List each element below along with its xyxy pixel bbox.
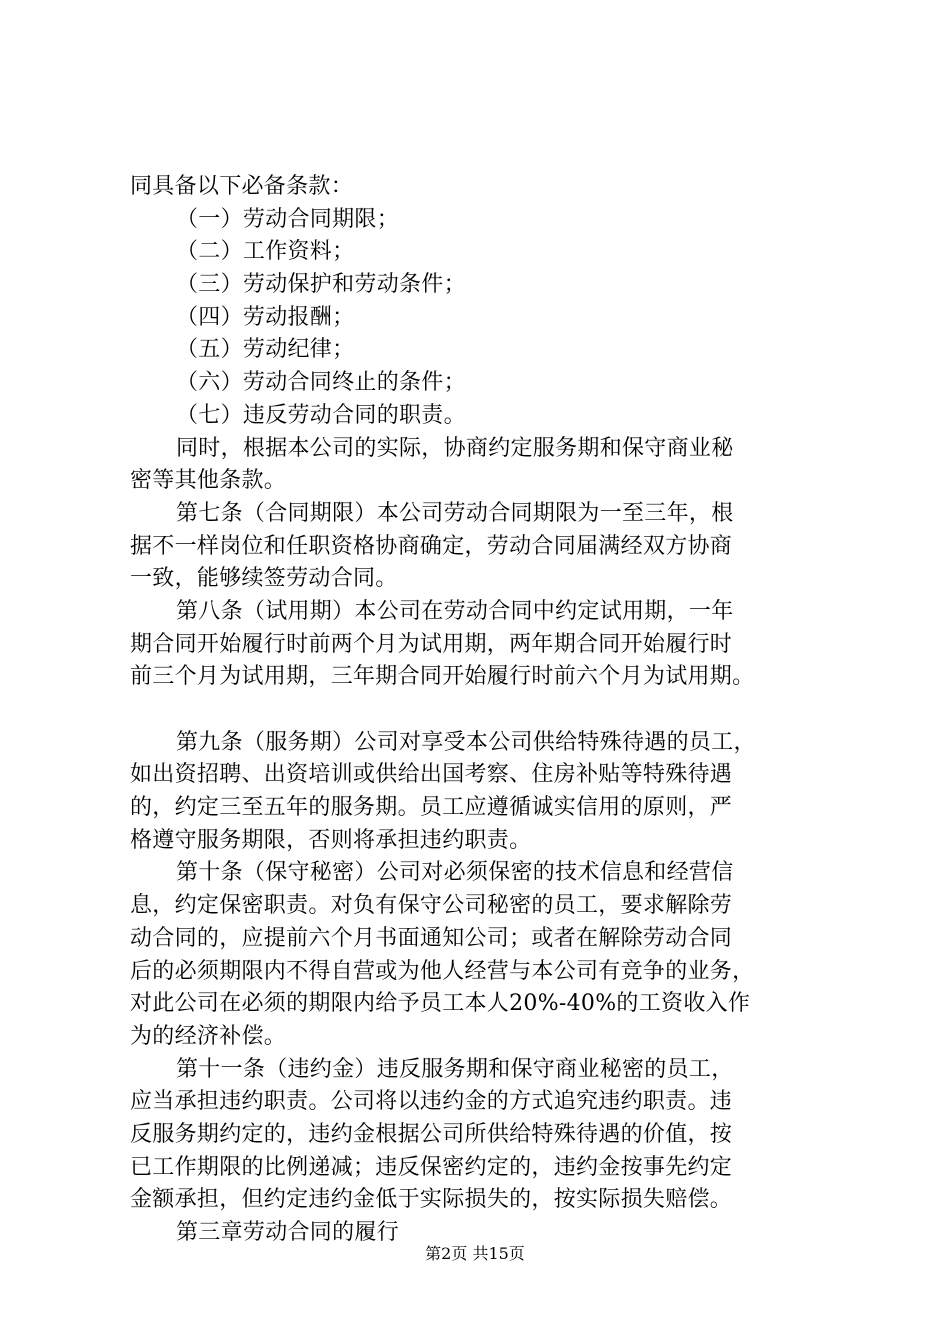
text-line: 同时，根据本公司的实际，协商约定服务期和保守商业秘 [176, 435, 734, 461]
text-line: 金额承担，但约定违约金低于实际损失的，按实际损失赔偿。 [130, 1187, 733, 1213]
text-line: 密等其他条款。 [130, 468, 287, 494]
clause-item-7: （七）违反劳动合同的职责。 [176, 402, 466, 428]
text-line: 同具备以下必备条款： [130, 174, 354, 199]
article-11-line: 第十一条（违约金）违反服务期和保守商业秘密的员工， [176, 1056, 734, 1082]
article-9-line: 第九条（服务期）公司对享受本公司供给特殊待遇的员工， [176, 729, 756, 755]
document-body [130, 171, 830, 1250]
clause-item-3: （三）劳动保护和劳动条件； [176, 272, 466, 298]
text-line: 反服务期约定的，违约金根据公司所供给特殊待遇的价值，按 [130, 1121, 733, 1147]
text-line: 已工作期限的比例递减；违反保密约定的，违约金按事先约定 [130, 1154, 733, 1180]
article-7-line: 第七条（合同期限）本公司劳动合同期限为一至三年，根 [176, 500, 734, 526]
chapter-heading: 第三章劳动合同的履行 [176, 1220, 400, 1245]
clause-item-1: （一）劳动合同期限； [176, 206, 400, 232]
article-10-line: 第十条（保守秘密）公司对必须保密的技术信息和经营信 [176, 860, 734, 886]
text-line: 对此公司在必须的期限内给予员工本人20%-40%的工资收入作 [130, 991, 751, 1017]
text-line: 息，约定保密职责。对负有保守公司秘密的员工，要求解除劳 [130, 893, 733, 919]
text-line: 动合同的，应提前六个月书面通知公司；或者在解除劳动合同 [130, 925, 733, 951]
text-line: 一致，能够续签劳动合同。 [130, 566, 398, 592]
text-line: 后的必须期限内不得自营或为他人经营与本公司有竞争的业务， [130, 958, 755, 984]
clause-item-6: （六）劳动合同终止的条件； [176, 370, 466, 396]
blank-line [130, 694, 830, 727]
text-line: 如出资招聘、出资培训或供给出国考察、住房补贴等特殊待遇 [130, 762, 733, 788]
clause-item-5: （五）劳动纪律； [176, 337, 355, 363]
clause-item-2: （二）工作资料； [176, 239, 355, 265]
clause-item-4: （四）劳动报酬； [176, 304, 355, 330]
text-line: 的，约定三至五年的服务期。员工应遵循诚实信用的原则，严 [130, 795, 733, 821]
article-8-line: 第八条（试用期）本公司在劳动合同中约定试用期，一年 [176, 598, 734, 624]
text-line: 据不一样岗位和任职资格协商确定，劳动合同届满经双方协商 [130, 533, 733, 559]
text-line: 前三个月为试用期，三年期合同开始履行时前六个月为试用期。 [130, 664, 755, 690]
text-line: 为的经济补偿。 [130, 1023, 287, 1049]
text-line: 期合同开始履行时前两个月为试用期，两年期合同开始履行时 [130, 631, 733, 657]
text-line: 应当承担违约职责。公司将以违约金的方式追究违约职责。违 [130, 1089, 733, 1115]
text-line: 格遵守服务期限，否则将承担违约职责。 [130, 827, 532, 853]
page-number-footer: 第2页 共15页 [425, 1244, 525, 1263]
